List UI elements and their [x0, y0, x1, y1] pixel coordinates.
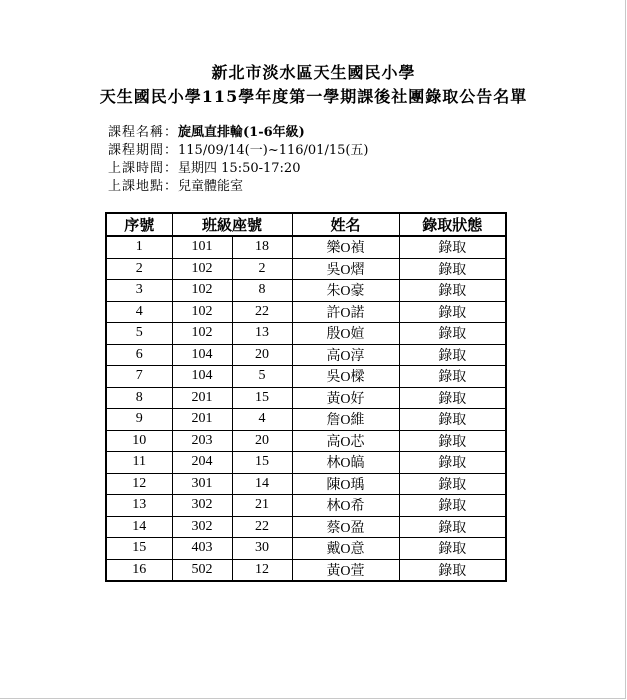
cell-class: 302	[172, 495, 232, 517]
announcement-title: 天生國民小學115學年度第一學期課後社團錄取公告名單	[99, 87, 528, 106]
cell-seq: 11	[106, 452, 172, 474]
cell-seat: 8	[232, 280, 292, 302]
class-location-value: 兒童體能室	[178, 179, 244, 194]
cell-name: 高O芯	[292, 430, 399, 452]
table-row	[106, 495, 506, 517]
header-class-seat: 班級座號	[172, 213, 292, 236]
cell-class: 102	[172, 323, 232, 345]
cell-class: 203	[172, 430, 232, 452]
table-row	[106, 258, 506, 280]
cell-class: 201	[172, 409, 232, 431]
cell-seat: 22	[232, 516, 292, 538]
table-row	[106, 236, 506, 258]
table-body	[106, 236, 506, 581]
cell-seq: 8	[106, 387, 172, 409]
cell-seat: 22	[232, 301, 292, 323]
class-location-line	[108, 178, 243, 196]
cell-status: 錄取	[399, 344, 506, 366]
course-name-line	[108, 124, 305, 142]
cell-seq: 12	[106, 473, 172, 495]
cell-status: 錄取	[399, 495, 506, 517]
cell-status: 錄取	[399, 409, 506, 431]
course-period-label: 課程期間：	[108, 143, 179, 158]
cell-name: 陳O瑀	[292, 473, 399, 495]
cell-seq: 10	[106, 430, 172, 452]
cell-status: 錄取	[399, 473, 506, 495]
table-row	[106, 323, 506, 345]
table-row	[106, 516, 506, 538]
cell-status: 錄取	[399, 559, 506, 581]
cell-status: 錄取	[399, 280, 506, 302]
cell-name: 詹O維	[292, 409, 399, 431]
cell-seq: 6	[106, 344, 172, 366]
cell-class: 102	[172, 280, 232, 302]
cell-name: 朱O豪	[292, 280, 399, 302]
cell-seq: 4	[106, 301, 172, 323]
cell-seq: 13	[106, 495, 172, 517]
admission-table	[105, 212, 507, 582]
cell-name: 樂O禎	[292, 236, 399, 258]
cell-name: 林O希	[292, 495, 399, 517]
school-title: 新北市淡水區天生國民小學	[211, 63, 416, 82]
cell-seat: 14	[232, 473, 292, 495]
cell-status: 錄取	[399, 258, 506, 280]
cell-class: 104	[172, 366, 232, 388]
cell-name: 高O淳	[292, 344, 399, 366]
table-row	[106, 538, 506, 560]
cell-seat: 21	[232, 495, 292, 517]
cell-seat: 13	[232, 323, 292, 345]
cell-status: 錄取	[399, 387, 506, 409]
table-header-row	[106, 213, 506, 236]
cell-seq: 5	[106, 323, 172, 345]
cell-class: 104	[172, 344, 232, 366]
table-row	[106, 344, 506, 366]
cell-seat: 30	[232, 538, 292, 560]
cell-seat: 5	[232, 366, 292, 388]
header-status: 錄取狀態	[399, 213, 506, 236]
cell-seat: 20	[232, 344, 292, 366]
cell-seq: 2	[106, 258, 172, 280]
cell-seat: 18	[232, 236, 292, 258]
cell-status: 錄取	[399, 516, 506, 538]
cell-status: 錄取	[399, 430, 506, 452]
course-period-value: 115/09/14(一)~116/01/15(五)	[178, 143, 369, 158]
cell-name: 黃O萱	[292, 559, 399, 581]
cell-seq: 9	[106, 409, 172, 431]
cell-seq: 3	[106, 280, 172, 302]
course-name-label: 課程名稱：	[108, 125, 179, 140]
cell-name: 黃O好	[292, 387, 399, 409]
table-row	[106, 301, 506, 323]
cell-seat: 12	[232, 559, 292, 581]
cell-seat: 20	[232, 430, 292, 452]
cell-class: 102	[172, 301, 232, 323]
cell-name: 吳O樑	[292, 366, 399, 388]
table-row	[106, 430, 506, 452]
class-time-value: 星期四 15:50-17:20	[178, 161, 301, 176]
cell-class: 201	[172, 387, 232, 409]
table-row	[106, 452, 506, 474]
cell-seat: 4	[232, 409, 292, 431]
cell-class: 102	[172, 258, 232, 280]
cell-seq: 15	[106, 538, 172, 560]
cell-name: 戴O意	[292, 538, 399, 560]
cell-seq: 14	[106, 516, 172, 538]
class-time-label: 上課時間：	[108, 161, 179, 176]
header-name: 姓名	[292, 213, 399, 236]
cell-seq: 7	[106, 366, 172, 388]
course-name-value: 旋風直排輪(1-6年級)	[178, 125, 305, 140]
cell-seq: 1	[106, 236, 172, 258]
header-seq: 序號	[106, 213, 172, 236]
cell-status: 錄取	[399, 301, 506, 323]
table-row	[106, 280, 506, 302]
cell-name: 蔡O盈	[292, 516, 399, 538]
cell-seat: 15	[232, 387, 292, 409]
course-period-line	[108, 142, 369, 160]
cell-status: 錄取	[399, 236, 506, 258]
cell-seat: 2	[232, 258, 292, 280]
cell-status: 錄取	[399, 452, 506, 474]
class-location-label: 上課地點：	[108, 179, 179, 194]
cell-class: 301	[172, 473, 232, 495]
table-row	[106, 366, 506, 388]
cell-name: 許O諾	[292, 301, 399, 323]
cell-class: 502	[172, 559, 232, 581]
table-row	[106, 387, 506, 409]
cell-class: 403	[172, 538, 232, 560]
table-row	[106, 559, 506, 581]
table-row	[106, 409, 506, 431]
cell-status: 錄取	[399, 323, 506, 345]
cell-name: 吳O熠	[292, 258, 399, 280]
cell-name: 殷O媗	[292, 323, 399, 345]
cell-class: 204	[172, 452, 232, 474]
cell-status: 錄取	[399, 366, 506, 388]
class-time-line	[108, 160, 300, 178]
cell-seq: 16	[106, 559, 172, 581]
cell-name: 林O皜	[292, 452, 399, 474]
cell-seat: 15	[232, 452, 292, 474]
cell-class: 101	[172, 236, 232, 258]
table-row	[106, 473, 506, 495]
cell-class: 302	[172, 516, 232, 538]
cell-status: 錄取	[399, 538, 506, 560]
